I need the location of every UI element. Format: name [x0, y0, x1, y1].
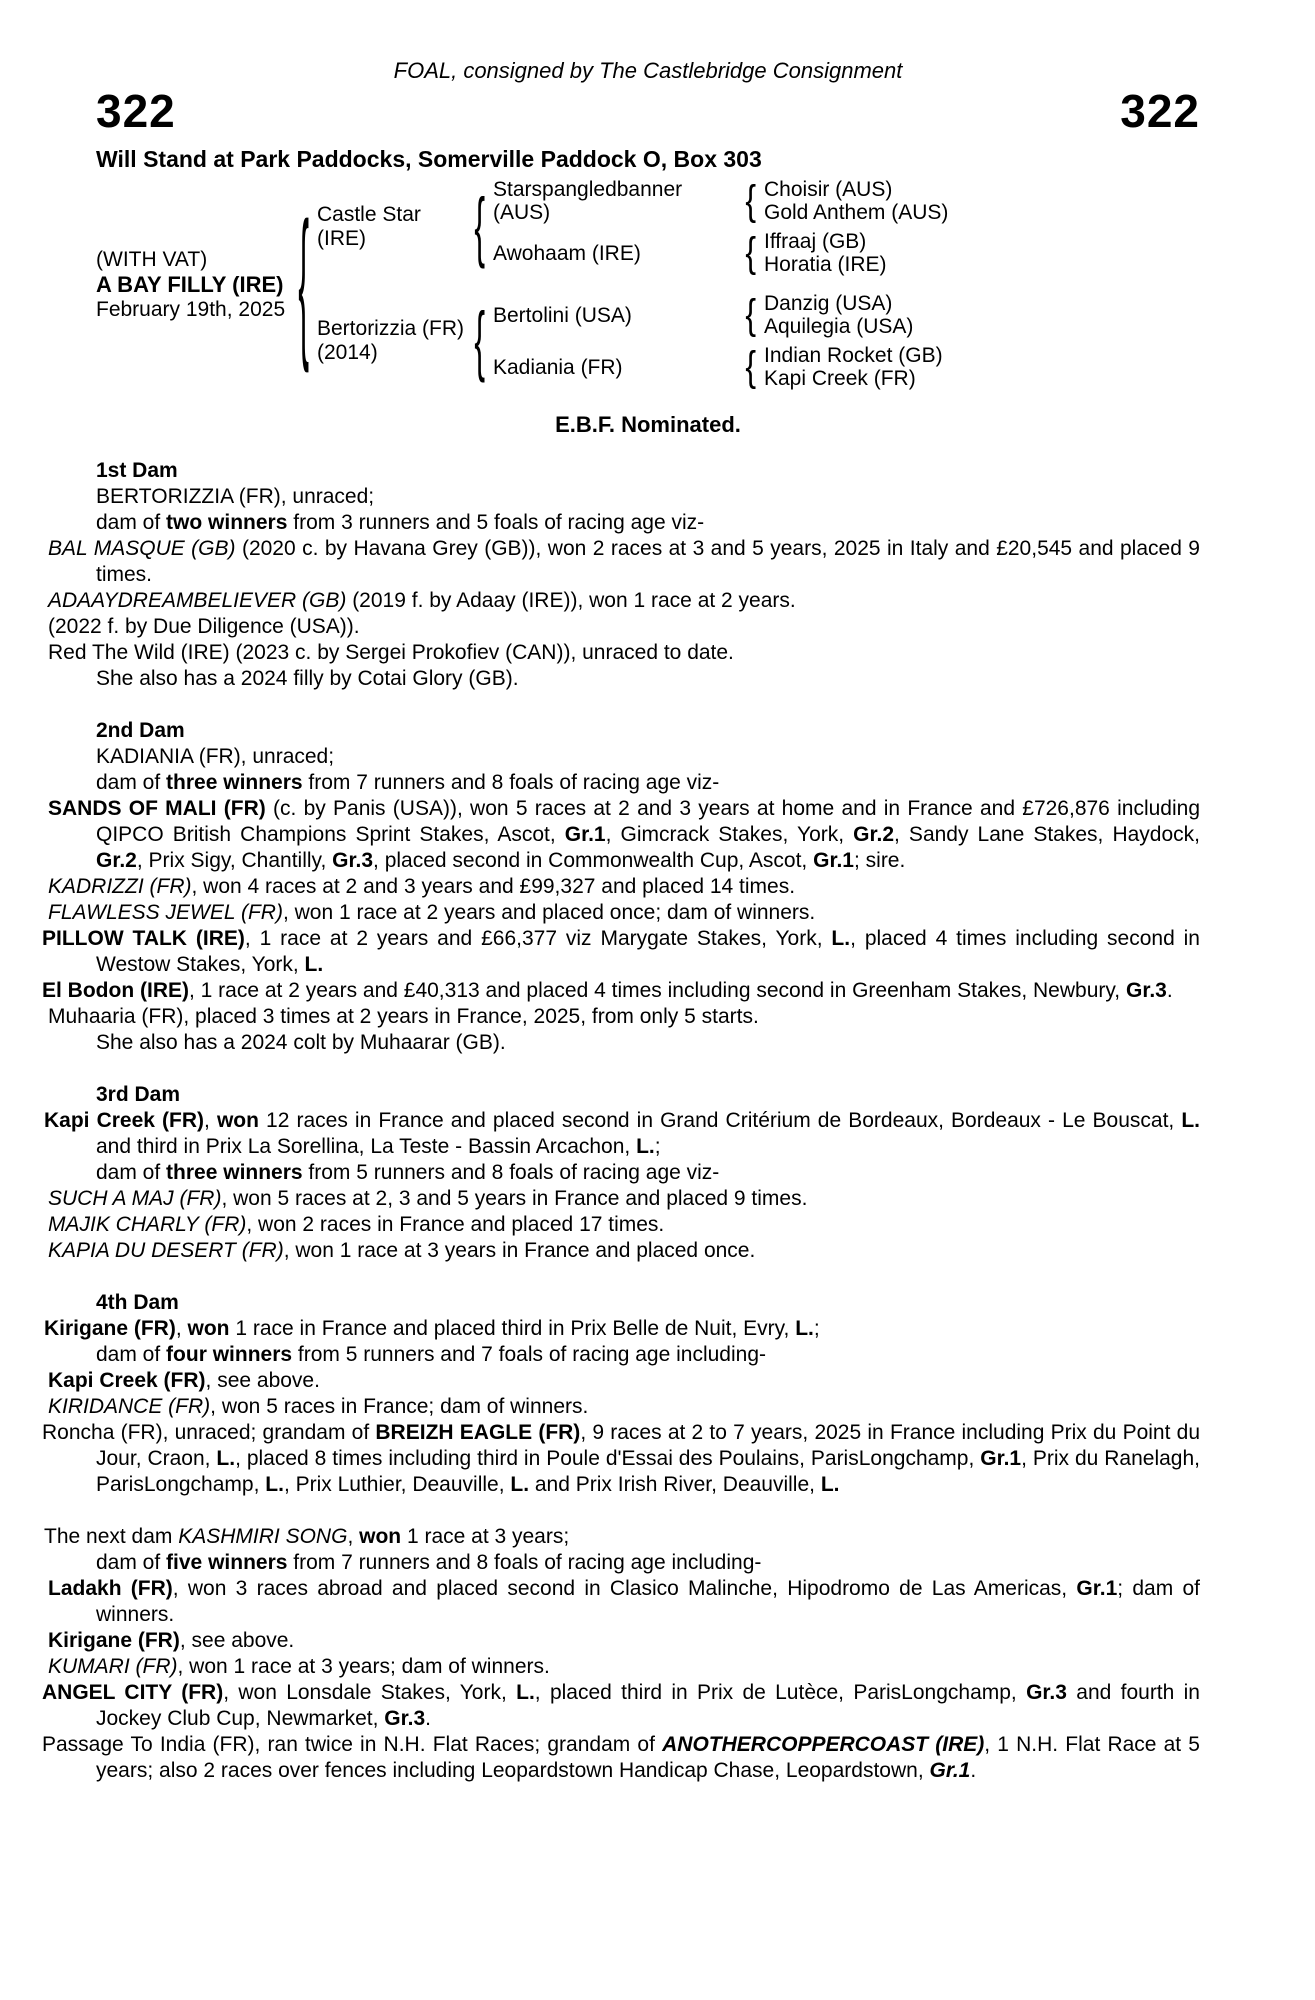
horse-entry [48, 900, 1200, 926]
sire-sire-name: Starspangledbanner (AUS) [493, 178, 683, 224]
horse-entry [48, 1004, 1200, 1030]
text-run: The next dam [44, 1525, 179, 1548]
lot-number-row [96, 85, 1200, 137]
dam-section [44, 1082, 1200, 1264]
text-run: Gr.1 [813, 849, 854, 872]
text-run: L. [265, 1473, 284, 1496]
text-run: , Prix Luthier, Deauville, [283, 1473, 511, 1496]
text-run: , placed second in Commonwealth Cup, Ascot, [373, 849, 814, 872]
text-run: , won 2 races in France and placed 17 times. [246, 1213, 665, 1236]
text-run: Muhaaria (FR), placed 3 times at 2 years in France, 2025, from only 5 starts. [48, 1005, 759, 1028]
text-run: , Prix Sigy, Chantilly, [136, 849, 333, 872]
dam-line [44, 1524, 1200, 1550]
pedigree-brace-main: { [298, 192, 310, 376]
text-run: El Bodon (IRE) [42, 979, 189, 1002]
text-run: , placed 4 times including second in Westow Stakes, York, [96, 927, 1200, 976]
text-run: two winners [166, 511, 288, 534]
text-run: from 7 runners and 8 foals of racing age viz- [302, 771, 720, 794]
text-run: BAL MASQUE (GB) [48, 537, 236, 560]
subject-name: A BAY FILLY (IRE) [96, 271, 284, 297]
text-run: L. [304, 953, 324, 976]
sire-name [317, 203, 467, 251]
horse-entry [42, 1680, 1200, 1732]
text-run: . [425, 1707, 431, 1730]
text-run: KADIANIA (FR), unraced; [96, 745, 335, 768]
produce-summary [96, 1342, 1200, 1368]
produce-summary [96, 510, 1200, 536]
horse-entry [48, 536, 1200, 588]
text-run: PILLOW TALK (IRE) [42, 927, 245, 950]
text-run: dam of [96, 771, 167, 794]
horse-entry [48, 588, 1200, 614]
text-run: , won 4 races at 2 and 3 years and £99,327 and placed 14 times. [191, 875, 796, 898]
dam-name [317, 317, 467, 365]
sire-row [317, 178, 1200, 276]
ggp-name: Aquilegia (USA) [764, 315, 914, 338]
text-run: KUMARI (FR) [48, 1655, 178, 1678]
also-note [96, 666, 1200, 692]
text-run: four winners [166, 1343, 293, 1366]
sire-dam-parents [764, 230, 1200, 276]
stabling-line: Will Stand at Park Paddocks, Somerville Paddock O, Box 303 [96, 146, 762, 172]
text-run: , placed 8 times including third in Poule d'Essai des Poulains, ParisLongchamp, [235, 1447, 981, 1470]
text-run: FLAWLESS JEWEL (FR) [48, 901, 283, 924]
text-run: won [187, 1317, 230, 1340]
text-run: and fourth in Jockey Club Cup, Newmarket, [96, 1681, 1200, 1730]
text-run: L. [820, 1473, 840, 1496]
text-run: L. [1181, 1109, 1200, 1132]
text-run: dam of [96, 511, 167, 534]
horse-entry [48, 640, 1200, 666]
also-note [96, 1030, 1200, 1056]
ggp-name: Horatia (IRE) [764, 253, 887, 276]
ebf-nominated-note: E.B.F. Nominated. [555, 412, 741, 437]
pedigree-brace-sire: { [474, 184, 486, 270]
dam-grandparents [493, 292, 1200, 390]
text-run: L. [831, 927, 851, 950]
text-run: ; [654, 1135, 661, 1158]
text-run: KADRIZZI (FR) [48, 875, 192, 898]
horse-entry [42, 926, 1200, 978]
text-run: Passage To India (FR), ran twice in N.H. Flat Races; grandam of [42, 1733, 663, 1756]
grandsire-row [493, 292, 1200, 338]
text-run: 12 races in France and placed second in Grand Critérium de Bordeaux, Bordeaux - Le Bouscat, [258, 1109, 1182, 1132]
text-run: Gr.1 [1076, 1577, 1118, 1600]
horse-entry [48, 1628, 1200, 1654]
text-run: , see above. [179, 1629, 295, 1652]
text-run: three winners [166, 771, 303, 794]
text-run: five winners [166, 1551, 288, 1574]
text-run: Ladakh (FR) [48, 1577, 173, 1600]
text-run: KIRIDANCE (FR) [48, 1395, 211, 1418]
horse-entry [48, 874, 1200, 900]
dam-section-heading: 3rd Dam [96, 1083, 181, 1106]
ggp-name: Gold Anthem (AUS) [764, 201, 949, 224]
dam-line [44, 1108, 1200, 1160]
produce-summary [96, 1550, 1200, 1576]
horse-entry [42, 978, 1200, 1004]
text-run: dam of [96, 1343, 167, 1366]
text-run: , won 3 races abroad and placed second in Clasico Malinche, Hipodromo de Las Americas, [172, 1577, 1077, 1600]
text-run: Gr.3 [332, 849, 374, 872]
text-run: She also has a 2024 colt by Muhaarar (GB). [96, 1031, 506, 1054]
text-run: , Prix du Ranelagh, ParisLongchamp, [96, 1447, 1200, 1496]
text-run: and Prix Irish River, Deauville, [529, 1473, 821, 1496]
sire-dam-name: Awohaam (IRE) [493, 241, 641, 265]
text-run: Gr.3 [1026, 1681, 1067, 1704]
text-run: L. [510, 1473, 530, 1496]
text-run: , won 5 races at 2, 3 and 5 years in France and placed 9 times. [221, 1187, 808, 1210]
text-run: three winners [166, 1161, 303, 1184]
text-run: L. [795, 1317, 814, 1340]
catalogue-body [42, 458, 1201, 1784]
text-run: , 1 race at 2 years and £66,377 viz Marygate Stakes, York, [244, 927, 832, 950]
dam-section-heading: 1st Dam [96, 459, 178, 482]
text-run: , won 1 race at 3 years in France and placed once. [283, 1239, 756, 1262]
pedigree-table [96, 178, 1200, 390]
dam-section [42, 718, 1201, 1056]
grandsire-row [493, 178, 1200, 224]
dam-line [96, 484, 1200, 510]
dam-section [48, 458, 1200, 692]
text-run: SUCH A MAJ (FR) [48, 1187, 222, 1210]
text-run: (c. by Panis (USA)), won 5 races at 2 and 3 years at home and in France and £726,876 including QIPCO British Champions Sprint Stakes, Ascot, [96, 797, 1201, 846]
horse-entry [48, 1394, 1200, 1420]
text-run: Gr.1 [980, 1447, 1022, 1470]
dam-sire-parents [764, 292, 1200, 338]
text-run: BREIZH EAGLE (FR) [375, 1421, 581, 1444]
text-run: ; sire. [853, 849, 906, 872]
vat-note: (WITH VAT) [96, 247, 208, 271]
text-run: , Gimcrack Stakes, York, [605, 823, 854, 846]
granddam-row [493, 344, 1200, 390]
text-run: Gr.1 [564, 823, 606, 846]
text-run: Gr.1 [929, 1759, 971, 1782]
text-run: , won 1 race at 2 years and placed once; dam of winners. [282, 901, 816, 924]
ggp-name: Kapi Creek (FR) [764, 367, 916, 390]
text-run: , 1 N.H. Flat Race at 5 years; also 2 races over fences including Leopardstown Handicap Chase, Leopardstown, [96, 1733, 1200, 1782]
text-run: MAJIK CHARLY (FR) [48, 1213, 247, 1236]
text-run: 1 race in France and placed third in Prix Belle de Nuit, Evry, [229, 1317, 796, 1340]
text-run: BERTORIZZIA (FR), unraced; [96, 485, 375, 508]
text-run: Roncha (FR), unraced; grandam of [42, 1421, 376, 1444]
consignor-line: FOAL, consigned by The Castlebridge Consignment [393, 58, 903, 83]
text-run: , see above. [205, 1369, 320, 1392]
text-run: Gr.3 [1125, 979, 1167, 1002]
text-run: , won 5 races in France; dam of winners. [210, 1395, 589, 1418]
text-run: ; dam of winners. [96, 1577, 1200, 1626]
horse-entry [48, 1186, 1200, 1212]
text-run: , 9 races at 2 to 7 years, 2025 in France including Prix du Point du Jour, Craon, [96, 1421, 1201, 1470]
dam-line [96, 744, 1200, 770]
text-run: Kapi Creek (FR) [44, 1109, 205, 1132]
text-run: SANDS OF MALI (FR) [48, 797, 266, 820]
horse-entry [48, 1576, 1200, 1628]
text-run: Kirigane (FR) [44, 1317, 176, 1340]
text-run: KAPIA DU DESERT (FR) [48, 1239, 284, 1262]
ggp-name: Danzig (USA) [764, 292, 893, 315]
text-run: and third in Prix La Sorellina, La Teste - Bassin Arcachon, [96, 1135, 637, 1158]
text-run: ADAAYDREAMBELIEVER (GB) [48, 589, 347, 612]
dam-section [42, 1290, 1201, 1498]
text-run: , Sandy Lane Stakes, Haydock, [894, 823, 1200, 846]
text-run: (2019 f. by Adaay (IRE)), won 1 race at 2 years. [346, 589, 796, 612]
subject-foal-date: February 19th, 2025 [96, 297, 286, 321]
ggp-name: Choisir (AUS) [764, 178, 893, 201]
horse-entry [48, 1238, 1200, 1264]
dam-section-heading: 2nd Dam [96, 719, 185, 742]
horse-entry [48, 1654, 1200, 1680]
pedigree-brace-ds: { [745, 291, 757, 339]
text-run: 1 race at 3 years; [401, 1525, 570, 1548]
produce-summary [96, 1160, 1200, 1186]
text-run: Red The Wild (IRE) (2023 c. by Sergei Prokofiev (CAN)), unraced to date. [48, 641, 734, 664]
dam-dam-name: Kadiania (FR) [493, 355, 623, 379]
text-run: Gr.3 [384, 1707, 426, 1730]
sire-sire-parents [764, 178, 1200, 224]
text-run: L. [216, 1447, 236, 1470]
text-run: won [216, 1109, 259, 1132]
dam-year: (2014) [317, 341, 378, 364]
text-run: Gr.2 [96, 849, 137, 872]
lot-number-left: 322 [96, 85, 176, 137]
text-run: L. [516, 1681, 535, 1704]
pedigree-brace-sd: { [745, 229, 757, 277]
horse-entry [42, 1732, 1200, 1784]
text-run: ; [813, 1317, 820, 1340]
sire-name-text: Castle Star (IRE) [317, 203, 421, 250]
ggp-name: Iffraaj (GB) [764, 230, 867, 253]
text-run: KASHMIRI SONG [178, 1525, 348, 1548]
text-run: from 5 runners and 7 foals of racing age including- [292, 1343, 766, 1366]
dam-sire-name: Bertolini (USA) [493, 303, 632, 327]
text-run: from 3 runners and 5 foals of racing age viz- [287, 511, 705, 534]
granddam-row [493, 230, 1200, 276]
text-run: (2020 c. by Havana Grey (GB)), won 2 races at 3 and 5 years, 2025 in Italy and £20,545 and placed 9 times. [96, 537, 1200, 586]
text-run: , placed third in Prix de Lutèce, ParisLongchamp, [534, 1681, 1027, 1704]
text-run: , [347, 1525, 360, 1548]
text-run: Kirigane (FR) [48, 1629, 180, 1652]
text-run: ANOTHERCOPPERCOAST (IRE) [662, 1733, 985, 1756]
dam-name-text: Bertorizzia (FR) [317, 317, 465, 340]
text-run: Kapi Creek (FR) [48, 1369, 206, 1392]
text-run: , won Lonsdale Stakes, York, [223, 1681, 517, 1704]
pedigree-brace-dd: { [745, 343, 757, 391]
text-run: . [1166, 979, 1173, 1002]
dam-section [42, 1524, 1200, 1784]
text-run: . [970, 1759, 977, 1782]
horse-entry [42, 1420, 1201, 1498]
text-run: , 1 race at 2 years and £40,313 and placed 4 times including second in Greenham Stakes, Newbury, [188, 979, 1126, 1002]
subject-block [96, 247, 291, 322]
text-run: Gr.2 [853, 823, 895, 846]
dam-row [317, 292, 1200, 390]
text-run: (2022 f. by Due Diligence (USA)). [48, 615, 360, 638]
text-run: , [175, 1317, 188, 1340]
dam-line [44, 1316, 1200, 1342]
text-run: L. [636, 1135, 655, 1158]
pedigree-brace-ss: { [745, 177, 757, 225]
text-run: won [359, 1525, 402, 1548]
text-run: from 5 runners and 8 foals of racing age viz- [302, 1161, 720, 1184]
sire-grandparents [493, 178, 1200, 276]
ggp-name: Indian Rocket (GB) [764, 344, 943, 367]
horse-entry [48, 1212, 1200, 1238]
text-run: She also has a 2024 filly by Cotai Glory (GB). [96, 667, 519, 690]
dam-section-heading: 4th Dam [96, 1291, 179, 1314]
horse-entry [48, 1368, 1200, 1394]
horse-entry [48, 614, 1200, 640]
text-run: , won 1 race at 3 years; dam of winners. [177, 1655, 550, 1678]
text-run: from 7 runners and 8 foals of racing age including- [287, 1551, 762, 1574]
parents-column [317, 178, 1200, 390]
text-run: dam of [96, 1551, 167, 1574]
produce-summary [96, 770, 1200, 796]
horse-entry [48, 796, 1201, 874]
dam-dam-parents [764, 344, 1200, 390]
text-run: ANGEL CITY (FR) [42, 1681, 224, 1704]
text-run: dam of [96, 1161, 167, 1184]
text-run: , [204, 1109, 217, 1132]
pedigree-brace-dam: { [474, 298, 486, 384]
lot-number-right: 322 [1120, 85, 1200, 137]
